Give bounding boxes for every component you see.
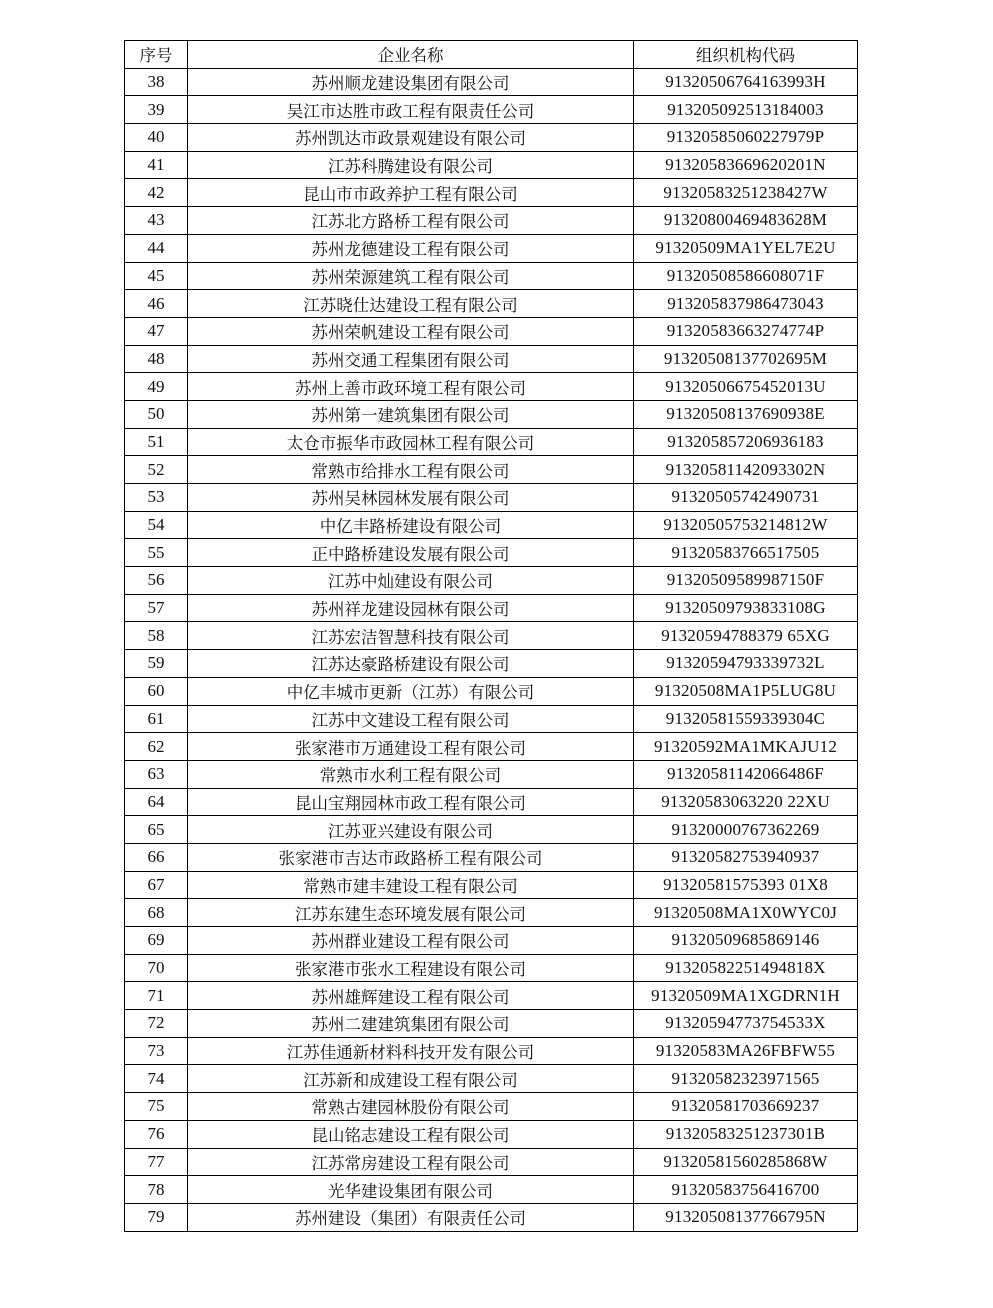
company-name-cell: 江苏宏洁智慧科技有限公司 <box>188 622 634 650</box>
organization-code-cell: 91320594793339732L <box>634 650 858 678</box>
organization-code-cell: 91320000767362269 <box>634 816 858 844</box>
document-page <box>124 40 857 1232</box>
serial-number-cell: 62 <box>125 733 188 761</box>
table-row <box>125 1010 858 1038</box>
organization-code-cell: 91320508137690938E <box>634 400 858 428</box>
table-row <box>125 373 858 401</box>
table-row <box>125 733 858 761</box>
organization-code-cell: 91320581559339304C <box>634 705 858 733</box>
company-name-cell: 吴江市达胜市政工程有限责任公司 <box>188 96 634 124</box>
organization-code-cell: 91320581142093302N <box>634 456 858 484</box>
table-row <box>125 677 858 705</box>
serial-number-cell: 75 <box>125 1093 188 1121</box>
organization-code-cell: 91320583MA26FBFW55 <box>634 1037 858 1065</box>
table-row <box>125 262 858 290</box>
table-row <box>125 705 858 733</box>
company-name-cell: 常熟古建园林股份有限公司 <box>188 1093 634 1121</box>
organization-code-cell: 91320508MA1P5LUG8U <box>634 677 858 705</box>
company-name-cell: 江苏北方路桥工程有限公司 <box>188 207 634 235</box>
organization-code-cell: 91320509251318400З <box>634 96 858 124</box>
table-row <box>125 456 858 484</box>
enterprise-table <box>124 40 858 1232</box>
company-name-cell: 张家港市张水工程建设有限公司 <box>188 954 634 982</box>
table-row <box>125 511 858 539</box>
organization-code-cell: 91320508137702695M <box>634 345 858 373</box>
organization-code-cell: 91320506675452013U <box>634 373 858 401</box>
serial-number-cell: 57 <box>125 594 188 622</box>
organization-code-cell: 91320506764163993H <box>634 68 858 96</box>
company-name-cell: 江苏科腾建设有限公司 <box>188 151 634 179</box>
table-row <box>125 650 858 678</box>
serial-number-cell: 67 <box>125 871 188 899</box>
company-name-cell: 江苏晓仕达建设工程有限公司 <box>188 290 634 318</box>
organization-code-cell: 91320509793833108G <box>634 594 858 622</box>
company-name-cell: 江苏中文建设工程有限公司 <box>188 705 634 733</box>
company-name-cell: 苏州荣帆建设工程有限公司 <box>188 317 634 345</box>
organization-code-cell: 91320509MA1XGDRN1H <box>634 982 858 1010</box>
serial-number-cell: 42 <box>125 179 188 207</box>
organization-code-cell: 91320505742490731 <box>634 484 858 512</box>
table-row <box>125 982 858 1010</box>
table-row <box>125 843 858 871</box>
serial-number-cell: 51 <box>125 428 188 456</box>
serial-number-cell: 43 <box>125 207 188 235</box>
organization-code-cell: 91320581575393 01X8 <box>634 871 858 899</box>
company-name-cell: 江苏中灿建设有限公司 <box>188 567 634 595</box>
company-name-cell: 江苏新和成建设工程有限公司 <box>188 1065 634 1093</box>
serial-number-cell: 48 <box>125 345 188 373</box>
serial-number-cell: 54 <box>125 511 188 539</box>
organization-code-cell: 91320583798647304З <box>634 290 858 318</box>
organization-code-cell: 91320581560285868W <box>634 1148 858 1176</box>
table-row <box>125 1093 858 1121</box>
serial-number-cell: 58 <box>125 622 188 650</box>
serial-number-cell: 69 <box>125 927 188 955</box>
serial-number-cell: 59 <box>125 650 188 678</box>
company-name-cell: 昆山铭志建设工程有限公司 <box>188 1120 634 1148</box>
company-name-cell: 苏州荣源建筑工程有限公司 <box>188 262 634 290</box>
company-name-cell: 苏州顺龙建设集团有限公司 <box>188 68 634 96</box>
organization-code-cell: 91320508137766795N <box>634 1203 858 1231</box>
organization-code-cell: 91320583756416700 <box>634 1176 858 1204</box>
company-name-cell: 苏州交通工程集团有限公司 <box>188 345 634 373</box>
company-name-cell: 张家港市吉达市政路桥工程有限公司 <box>188 843 634 871</box>
table-row <box>125 151 858 179</box>
table-row <box>125 899 858 927</box>
company-name-cell: 江苏达豪路桥建设有限公司 <box>188 650 634 678</box>
company-name-cell: 苏州建设（集团）有限责任公司 <box>188 1203 634 1231</box>
organization-code-cell: 91320582323971565 <box>634 1065 858 1093</box>
serial-number-cell: 79 <box>125 1203 188 1231</box>
company-name-cell: 光华建设集团有限公司 <box>188 1176 634 1204</box>
header-company-name: 企业名称 <box>188 41 634 69</box>
serial-number-cell: 56 <box>125 567 188 595</box>
company-name-cell: 江苏东建生态环境发展有限公司 <box>188 899 634 927</box>
table-row <box>125 622 858 650</box>
serial-number-cell: 70 <box>125 954 188 982</box>
table-row <box>125 1065 858 1093</box>
organization-code-cell: 91320583251238427W <box>634 179 858 207</box>
serial-number-cell: 40 <box>125 124 188 152</box>
table-row <box>125 954 858 982</box>
organization-code-cell: 91320585060227979P <box>634 124 858 152</box>
serial-number-cell: 73 <box>125 1037 188 1065</box>
serial-number-cell: 44 <box>125 234 188 262</box>
table-row <box>125 760 858 788</box>
organization-code-cell: 91320594773754533X <box>634 1010 858 1038</box>
serial-number-cell: 63 <box>125 760 188 788</box>
table-row <box>125 428 858 456</box>
table-row <box>125 400 858 428</box>
organization-code-cell: 91320594788379 65XG <box>634 622 858 650</box>
table-row <box>125 234 858 262</box>
serial-number-cell: 68 <box>125 899 188 927</box>
serial-number-cell: 47 <box>125 317 188 345</box>
serial-number-cell: 77 <box>125 1148 188 1176</box>
table-row <box>125 290 858 318</box>
table-row <box>125 207 858 235</box>
organization-code-cell: 91320505753214812W <box>634 511 858 539</box>
company-name-cell: 苏州二建建筑集团有限公司 <box>188 1010 634 1038</box>
table-row <box>125 1176 858 1204</box>
serial-number-cell: 76 <box>125 1120 188 1148</box>
table-row <box>125 1120 858 1148</box>
organization-code-cell: 91320583063220 22XU <box>634 788 858 816</box>
serial-number-cell: 53 <box>125 484 188 512</box>
organization-code-cell: 91320508586608071F <box>634 262 858 290</box>
serial-number-cell: 52 <box>125 456 188 484</box>
company-name-cell: 太仓市振华市政园林工程有限公司 <box>188 428 634 456</box>
table-row <box>125 68 858 96</box>
company-name-cell: 苏州凯达市政景观建设有限公司 <box>188 124 634 152</box>
company-name-cell: 昆山宝翔园林市政工程有限公司 <box>188 788 634 816</box>
table-row <box>125 594 858 622</box>
company-name-cell: 正中路桥建设发展有限公司 <box>188 539 634 567</box>
organization-code-cell: 91320509589987150F <box>634 567 858 595</box>
table-row <box>125 567 858 595</box>
table-row <box>125 1203 858 1231</box>
organization-code-cell: 91320582251494818X <box>634 954 858 982</box>
serial-number-cell: 72 <box>125 1010 188 1038</box>
serial-number-cell: 41 <box>125 151 188 179</box>
serial-number-cell: 46 <box>125 290 188 318</box>
company-name-cell: 苏州第一建筑集团有限公司 <box>188 400 634 428</box>
serial-number-cell: 78 <box>125 1176 188 1204</box>
company-name-cell: 常熟市给排水工程有限公司 <box>188 456 634 484</box>
organization-code-cell: 91320581703669237 <box>634 1093 858 1121</box>
company-name-cell: 苏州祥龙建设园林有限公司 <box>188 594 634 622</box>
organization-code-cell: 91320581142066486F <box>634 760 858 788</box>
table-row <box>125 788 858 816</box>
table-row <box>125 1037 858 1065</box>
table-row <box>125 484 858 512</box>
company-name-cell: 昆山市市政养护工程有限公司 <box>188 179 634 207</box>
company-name-cell: 苏州吴林园林发展有限公司 <box>188 484 634 512</box>
table-row <box>125 96 858 124</box>
serial-number-cell: 39 <box>125 96 188 124</box>
serial-number-cell: 71 <box>125 982 188 1010</box>
table-row <box>125 345 858 373</box>
serial-number-cell: 55 <box>125 539 188 567</box>
table-row <box>125 179 858 207</box>
company-name-cell: 中亿丰城市更新（江苏）有限公司 <box>188 677 634 705</box>
company-name-cell: 常熟市建丰建设工程有限公司 <box>188 871 634 899</box>
serial-number-cell: 60 <box>125 677 188 705</box>
serial-number-cell: 45 <box>125 262 188 290</box>
organization-code-cell: 91320582753940937 <box>634 843 858 871</box>
serial-number-cell: 50 <box>125 400 188 428</box>
serial-number-cell: 74 <box>125 1065 188 1093</box>
organization-code-cell: 91320800469483628M <box>634 207 858 235</box>
table-header-row <box>125 41 858 69</box>
organization-code-cell: 91320583669620201N <box>634 151 858 179</box>
table-row <box>125 816 858 844</box>
serial-number-cell: 66 <box>125 843 188 871</box>
company-name-cell: 中亿丰路桥建设有限公司 <box>188 511 634 539</box>
serial-number-cell: 49 <box>125 373 188 401</box>
company-name-cell: 江苏亚兴建设有限公司 <box>188 816 634 844</box>
company-name-cell: 苏州上善市政环境工程有限公司 <box>188 373 634 401</box>
header-organization-code: 组织机构代码 <box>634 41 858 69</box>
organization-code-cell: 91320509685869146 <box>634 927 858 955</box>
table-row <box>125 317 858 345</box>
organization-code-cell: 91320592MA1MKAJU12 <box>634 733 858 761</box>
serial-number-cell: 61 <box>125 705 188 733</box>
organization-code-cell: 91320509MA1YEL7E2U <box>634 234 858 262</box>
table-row <box>125 124 858 152</box>
serial-number-cell: 64 <box>125 788 188 816</box>
header-serial-number: 序号 <box>125 41 188 69</box>
company-name-cell: 苏州群业建设工程有限公司 <box>188 927 634 955</box>
serial-number-cell: 38 <box>125 68 188 96</box>
table-row <box>125 871 858 899</box>
company-name-cell: 苏州龙德建设工程有限公司 <box>188 234 634 262</box>
organization-code-cell: 91320585720693618З <box>634 428 858 456</box>
company-name-cell: 常熟市水利工程有限公司 <box>188 760 634 788</box>
company-name-cell: 江苏常房建设工程有限公司 <box>188 1148 634 1176</box>
organization-code-cell: 91320583251237301B <box>634 1120 858 1148</box>
company-name-cell: 张家港市万通建设工程有限公司 <box>188 733 634 761</box>
company-name-cell: 苏州雄辉建设工程有限公司 <box>188 982 634 1010</box>
table-row <box>125 539 858 567</box>
organization-code-cell: 91320508MA1X0WYC0J <box>634 899 858 927</box>
company-name-cell: 江苏佳通新材料科技开发有限公司 <box>188 1037 634 1065</box>
organization-code-cell: 91320583663274774P <box>634 317 858 345</box>
serial-number-cell: 65 <box>125 816 188 844</box>
table-row <box>125 927 858 955</box>
table-row <box>125 1148 858 1176</box>
organization-code-cell: 91320583766517505 <box>634 539 858 567</box>
